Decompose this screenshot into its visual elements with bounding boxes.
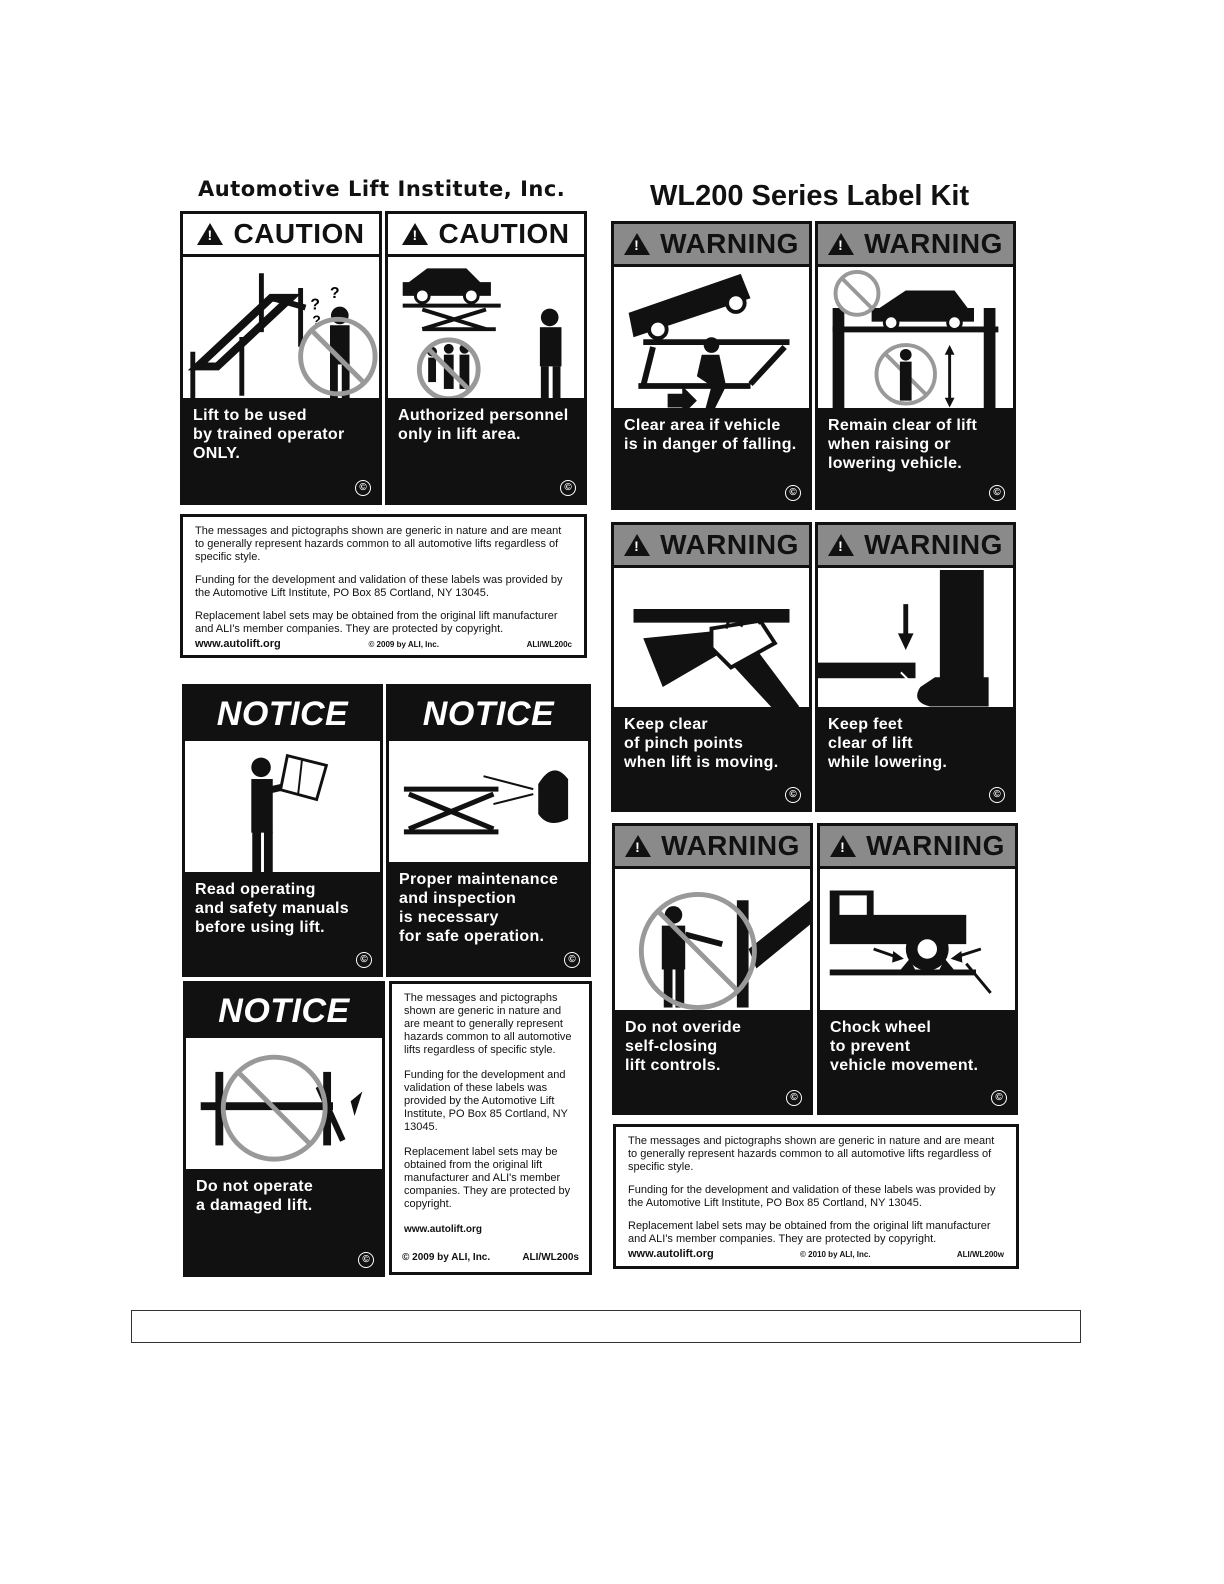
message-line: Do not operate bbox=[196, 1178, 314, 1195]
info-paragraph: Funding for the development and validation of these labels was provided by the Automotive Lift Institute, PO Box 85 Cortland, NY 13045. bbox=[628, 1184, 996, 1209]
lift-questioning-person-icon bbox=[183, 257, 379, 417]
message-line: when lift is moving. bbox=[624, 754, 779, 771]
authorized-personnel-pictogram bbox=[388, 257, 584, 417]
warning-label-chock-wheel bbox=[817, 823, 1018, 1115]
copyright-icon: © bbox=[785, 787, 801, 803]
message-line: Proper maintenance bbox=[399, 871, 559, 888]
falling-vehicle-pictogram bbox=[614, 267, 809, 427]
copyright-icon: © bbox=[356, 952, 372, 968]
info-paragraph: Funding for the development and validation of these labels was provided by the Automotive Lift Institute, PO Box 85 Cortland, NY 13045. bbox=[195, 574, 563, 599]
wheel-chock-icon bbox=[820, 869, 1015, 1031]
label-code: ALI/WL200c bbox=[526, 640, 572, 649]
copyright-text: © 2009 by ALI, Inc. bbox=[368, 640, 439, 649]
warning-header bbox=[614, 525, 809, 568]
info-box-wl200s bbox=[389, 981, 592, 1275]
caution-header-text: CAUTION bbox=[233, 218, 365, 249]
info-footer bbox=[195, 638, 572, 651]
warning-header-text: WARNING bbox=[660, 228, 799, 259]
warning-message bbox=[614, 408, 809, 507]
car-lift-family-icon bbox=[388, 257, 584, 417]
svg-text:?: ? bbox=[310, 296, 320, 314]
copyright-icon: © bbox=[355, 480, 371, 496]
caution-header-text: CAUTION bbox=[438, 218, 570, 249]
warning-label-pinch-points bbox=[611, 522, 812, 812]
warning-triangle-icon bbox=[625, 835, 651, 857]
warning-header-text: WARNING bbox=[660, 529, 799, 560]
info-box-wl200c bbox=[180, 514, 587, 658]
info-paragraph: The messages and pictographs shown are generic in nature and are meant to generally represent hazards common to all automotive lifts regardless of specific style. bbox=[628, 1135, 995, 1173]
message-line: of pinch points bbox=[624, 735, 744, 752]
website-text: www.autolift.org bbox=[628, 1248, 714, 1260]
message-line: self-closing bbox=[625, 1038, 718, 1055]
warning-header-text: WARNING bbox=[864, 228, 1003, 259]
warning-message bbox=[818, 707, 1013, 809]
message-line: and safety manuals bbox=[195, 900, 349, 917]
copyright-icon: © bbox=[785, 485, 801, 501]
notice-header bbox=[389, 687, 588, 741]
warning-message bbox=[818, 408, 1013, 507]
message-line: only in lift area. bbox=[398, 426, 521, 443]
info-paragraph: Replacement label sets may be obtained from the original lift manufacturer and ALI's member companies. They are protected by copyright. bbox=[628, 1220, 991, 1245]
info-paragraph: Funding for the development and validation of these labels was provided by the Automotive Lift Institute, PO Box 85 Cortland, NY 13045. bbox=[404, 1069, 568, 1133]
ali-title: Automotive Lift Institute, Inc. bbox=[198, 177, 566, 201]
warning-triangle-icon bbox=[828, 233, 854, 255]
message-line: Lift to be used bbox=[193, 407, 307, 424]
warning-label-self-closing-controls bbox=[612, 823, 813, 1115]
info-footer bbox=[628, 1248, 1004, 1261]
message-line: clear of lift bbox=[828, 735, 913, 752]
copyright-text: © 2009 by ALI, Inc. bbox=[402, 1252, 491, 1263]
warning-triangle-icon bbox=[197, 223, 223, 245]
notice-message bbox=[389, 862, 588, 974]
info-footer bbox=[402, 1251, 579, 1264]
message-line: is necessary bbox=[399, 909, 499, 926]
warning-label-remain-clear bbox=[815, 221, 1016, 510]
notice-message bbox=[185, 872, 380, 974]
message-line: before using lift. bbox=[195, 919, 325, 936]
message-line: while lowering. bbox=[828, 754, 948, 771]
kit-title: WL200 Series Label Kit bbox=[650, 180, 970, 212]
feet-clear-pictogram bbox=[818, 568, 1013, 728]
message-line: Read operating bbox=[195, 881, 316, 898]
caution-message bbox=[388, 398, 584, 502]
copyright-icon: © bbox=[991, 1090, 1007, 1106]
message-line: Chock wheel bbox=[830, 1019, 932, 1036]
notice-header-text: NOTICE bbox=[218, 991, 350, 1030]
warning-header bbox=[614, 224, 809, 267]
warning-header-text: WARNING bbox=[661, 830, 800, 861]
message-line: when raising or bbox=[828, 436, 951, 453]
message-line: ONLY. bbox=[193, 445, 241, 462]
notice-label-read-manuals bbox=[182, 684, 383, 977]
override-controls-pictogram bbox=[615, 869, 810, 1031]
message-line: and inspection bbox=[399, 890, 517, 907]
notice-header bbox=[185, 687, 380, 741]
caution-label-trained-operator bbox=[180, 211, 382, 505]
message-line: Keep feet bbox=[828, 716, 903, 733]
caution-message bbox=[183, 398, 379, 502]
notice-header bbox=[186, 984, 382, 1038]
website-text: www.autolift.org bbox=[195, 638, 281, 650]
message-line: Keep clear bbox=[624, 716, 708, 733]
label-code: ALI/WL200w bbox=[956, 1250, 1004, 1259]
warning-triangle-icon bbox=[624, 534, 650, 556]
warning-message bbox=[614, 707, 809, 809]
copyright-icon: © bbox=[989, 485, 1005, 501]
warning-header bbox=[818, 525, 1013, 568]
caution-header bbox=[388, 214, 584, 257]
vehicle-falling-icon bbox=[614, 267, 809, 427]
copyright-icon: © bbox=[358, 1252, 374, 1268]
message-line: lowering vehicle. bbox=[828, 455, 963, 472]
message-line: vehicle movement. bbox=[830, 1057, 979, 1074]
message-line: a damaged lift. bbox=[196, 1197, 313, 1214]
message-line: Remain clear of lift bbox=[828, 417, 978, 434]
info-paragraph: The messages and pictographs shown are generic in nature and are meant to generally represent hazards common to all automotive lifts regardless of specific style. bbox=[195, 525, 562, 563]
chock-wheel-pictogram bbox=[820, 869, 1015, 1031]
info-box-wl200w bbox=[613, 1124, 1019, 1269]
warning-header bbox=[820, 826, 1015, 869]
caption-box bbox=[131, 1310, 1081, 1343]
info-paragraph: Replacement label sets may be obtained from the original lift manufacturer and ALI's member companies. They are protected by copyright. bbox=[404, 1146, 571, 1210]
warning-triangle-icon bbox=[402, 223, 428, 245]
info-paragraph: Replacement label sets may be obtained from the original lift manufacturer and ALI's member companies. They are protected by copyright. bbox=[195, 610, 558, 635]
warning-header-text: WARNING bbox=[864, 529, 1003, 560]
message-line: to prevent bbox=[830, 1038, 911, 1055]
warning-label-falling-vehicle bbox=[611, 221, 812, 510]
pinch-points-pictogram bbox=[614, 568, 809, 728]
message-line: Do not overide bbox=[625, 1019, 742, 1036]
caution-header bbox=[183, 214, 379, 257]
label-code: ALI/WL200s bbox=[522, 1252, 579, 1263]
notice-label-damaged-lift bbox=[183, 981, 385, 1277]
message-line: Clear area if vehicle bbox=[624, 417, 781, 434]
warning-triangle-icon bbox=[828, 534, 854, 556]
warning-label-keep-feet-clear bbox=[815, 522, 1016, 812]
copyright-icon: © bbox=[989, 787, 1005, 803]
message-line: lift controls. bbox=[625, 1057, 721, 1074]
notice-message bbox=[186, 1169, 382, 1274]
svg-text:?: ? bbox=[330, 284, 340, 302]
notice-header-text: NOTICE bbox=[422, 694, 555, 733]
copyright-icon: © bbox=[560, 480, 576, 496]
message-line: Authorized personnel bbox=[398, 407, 569, 424]
warning-triangle-icon bbox=[624, 233, 650, 255]
message-line: for safe operation. bbox=[399, 928, 545, 945]
warning-message bbox=[820, 1010, 1015, 1112]
hand-pinch-icon bbox=[614, 568, 809, 728]
remain-clear-pictogram bbox=[818, 267, 1013, 427]
warning-header bbox=[615, 826, 810, 869]
website-text: www.autolift.org bbox=[404, 1224, 482, 1235]
foot-crush-icon bbox=[818, 568, 1013, 728]
copyright-icon: © bbox=[564, 952, 580, 968]
warning-message bbox=[615, 1010, 810, 1112]
warning-header-text: WARNING bbox=[866, 830, 1005, 861]
caution-label-authorized-personnel bbox=[385, 211, 587, 505]
svg-text:?: ? bbox=[312, 313, 321, 329]
message-line: is in danger of falling. bbox=[624, 436, 797, 453]
lift-raising-prohibited-icon bbox=[818, 267, 1013, 427]
copyright-text: © 2010 by ALI, Inc. bbox=[800, 1250, 871, 1259]
message-line: by trained operator bbox=[193, 426, 345, 443]
notice-label-maintenance bbox=[386, 684, 591, 977]
info-paragraph: The messages and pictographs shown are generic in nature and are meant to generally represent hazards common to all automotive lifts regardless of specific style. bbox=[404, 992, 572, 1056]
copyright-icon: © bbox=[786, 1090, 802, 1106]
warning-triangle-icon bbox=[830, 835, 856, 857]
override-prohibited-icon bbox=[615, 869, 810, 1031]
lift-operator-pictogram bbox=[183, 257, 379, 417]
notice-header-text: NOTICE bbox=[216, 694, 349, 733]
warning-header bbox=[818, 224, 1013, 267]
